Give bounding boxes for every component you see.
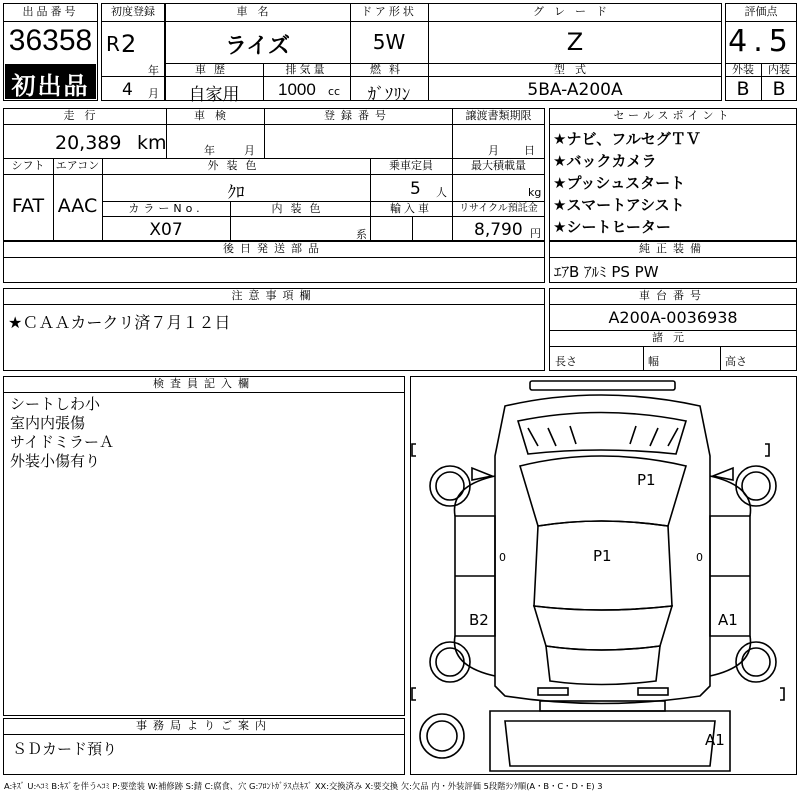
model-header: 型式 bbox=[554, 63, 596, 76]
legend-text: A:ｷｽﾞ U:ﾍｺﾐ B:ｷｽﾞを伴うﾍｺﾐ P:要塗装 W:補修跡 S:錆 C:腐食、穴 G:ﾌﾛﾝﾄｶﾞﾗｽ点ｷｽﾞ XX:交換済み X:要交換 欠:欠品 内・外装評価 5段階ﾗﾝｸ順(A・B・C・D・E) 3 bbox=[4, 781, 603, 791]
grade-header: グレード bbox=[533, 5, 617, 18]
recycle-unit: 円 bbox=[530, 227, 541, 240]
damage-mark-spare: A1 bbox=[705, 731, 725, 749]
notes-header: 注意事項欄 bbox=[231, 289, 317, 302]
score-header: 評価点 bbox=[744, 5, 778, 18]
inspection-header: 車検 bbox=[194, 109, 236, 122]
reg-month-unit: 月 bbox=[148, 87, 159, 100]
door-value: 5W bbox=[372, 30, 406, 54]
load-unit: kg bbox=[528, 186, 542, 199]
door-header: ドア形状 bbox=[361, 5, 417, 18]
score-value: 4.5 bbox=[728, 24, 794, 59]
transfer-day: 日 bbox=[524, 144, 535, 157]
grade-value: Z bbox=[566, 28, 584, 56]
zero-mark-left: 0 bbox=[499, 551, 506, 564]
interior-value: B bbox=[772, 78, 786, 100]
transfer-month: 月 bbox=[488, 144, 499, 157]
shift-value: FAT bbox=[11, 195, 45, 217]
ac-value: AAC bbox=[57, 195, 98, 217]
reg-year: 2 bbox=[121, 30, 137, 58]
shift-header: シフト bbox=[11, 159, 45, 172]
exterior-value: B bbox=[736, 78, 750, 100]
lot-header: 出品番号 bbox=[22, 5, 79, 18]
length-label: 長さ bbox=[555, 355, 577, 368]
regno-header: 登録番号 bbox=[324, 109, 392, 122]
capacity-unit: 人 bbox=[436, 186, 447, 199]
colorno-header: カラーNo. bbox=[128, 202, 204, 215]
ac-header: エアコン bbox=[55, 159, 100, 172]
width-label: 幅 bbox=[648, 355, 659, 368]
notes-text: ★ＣＡＡカークリ済７月１２日 bbox=[8, 313, 231, 332]
later-parts-header: 後日発送部品 bbox=[223, 242, 325, 255]
interior-header: 内装 bbox=[768, 63, 790, 76]
height-label: 高さ bbox=[725, 355, 747, 368]
interior-color-unit: 系 bbox=[356, 228, 367, 241]
colorno-value: X07 bbox=[149, 220, 183, 240]
mileage-unit: km bbox=[137, 132, 167, 154]
first-listing-text: 初出品 bbox=[11, 72, 90, 100]
reg-year-unit: 年 bbox=[148, 64, 159, 77]
mileage-value: 20,389 bbox=[55, 132, 122, 154]
sales-point: ★バックカメラ bbox=[553, 152, 657, 170]
fuel-value: ｶﾞｿﾘﾝ bbox=[367, 85, 411, 105]
fuel-header: 燃料 bbox=[370, 63, 408, 76]
recycle-header: リサイクル預託金 bbox=[459, 203, 538, 214]
load-header: 最大積載量 bbox=[471, 159, 526, 172]
reg-era: R bbox=[106, 32, 120, 56]
inspection-year: 年 bbox=[204, 144, 215, 157]
damage-mark-roof: P1 bbox=[637, 471, 656, 489]
lot-number: 36358 bbox=[8, 24, 93, 57]
capacity-value: 5 bbox=[410, 179, 421, 199]
inspector-line: サイドミラーＡ bbox=[10, 433, 114, 451]
recycle-value: 8,790 bbox=[474, 220, 523, 240]
transfer-header: 譲渡書類期限 bbox=[465, 109, 532, 122]
history-header: 車歴 bbox=[195, 63, 233, 76]
equipment-value: ｴｱB ｱﾙﾐ PS PW bbox=[554, 263, 659, 281]
damage-mark-right-rear: A1 bbox=[718, 611, 738, 629]
chassis-value: A200A-0036938 bbox=[608, 308, 738, 327]
equipment-header: 純正装備 bbox=[639, 242, 707, 255]
car-name: ライズ bbox=[224, 34, 291, 59]
displacement-header: 排気量 bbox=[285, 63, 328, 76]
inspector-line: シートしわ小 bbox=[10, 395, 101, 413]
damage-mark-left-rear: B2 bbox=[469, 611, 489, 629]
sales-header: セールスポイント bbox=[613, 109, 733, 122]
car-diagram bbox=[410, 376, 797, 775]
dims-header: 諸元 bbox=[652, 331, 694, 344]
chassis-header: 車台番号 bbox=[639, 289, 707, 302]
displacement-unit: cc bbox=[328, 85, 341, 98]
exterior-header: 外装 bbox=[732, 63, 754, 76]
import-header: 輸入車 bbox=[390, 202, 432, 215]
sales-point: ★ナビ、フルセグＴＶ bbox=[553, 130, 701, 148]
inspection-month: 月 bbox=[244, 144, 255, 157]
capacity-header: 乗車定員 bbox=[389, 159, 433, 172]
reg-month: 4 bbox=[122, 80, 133, 100]
sales-points-list bbox=[553, 128, 793, 238]
inspector-line: 室内内張傷 bbox=[10, 414, 86, 432]
displacement-value: 1000 bbox=[278, 80, 316, 99]
inspector-header: 検査員記入欄 bbox=[153, 377, 255, 390]
office-text: ＳＤカード預り bbox=[12, 740, 118, 758]
inspector-line: 外装小傷有り bbox=[10, 452, 101, 470]
reg-header: 初度登録 bbox=[111, 5, 155, 18]
sales-point: ★シートヒーター bbox=[553, 218, 671, 236]
zero-mark-right: 0 bbox=[696, 551, 703, 564]
name-header: 車名 bbox=[236, 5, 279, 18]
sales-point: ★プッシュスタート bbox=[553, 174, 686, 192]
sales-point: ★スマートアシスト bbox=[553, 196, 685, 214]
model-value: 5BA-A200A bbox=[527, 80, 623, 100]
mileage-header: 走行 bbox=[63, 109, 106, 122]
interior-color-header: 内装色 bbox=[271, 202, 329, 215]
inspector-lines bbox=[10, 395, 114, 471]
history-value: 自家用 bbox=[188, 85, 240, 105]
color-header: 外装色 bbox=[207, 159, 265, 172]
color-value: ｸﾛ bbox=[227, 183, 245, 203]
damage-mark-hood: P1 bbox=[593, 547, 612, 565]
office-header: 事務局よりご案内 bbox=[136, 719, 272, 732]
